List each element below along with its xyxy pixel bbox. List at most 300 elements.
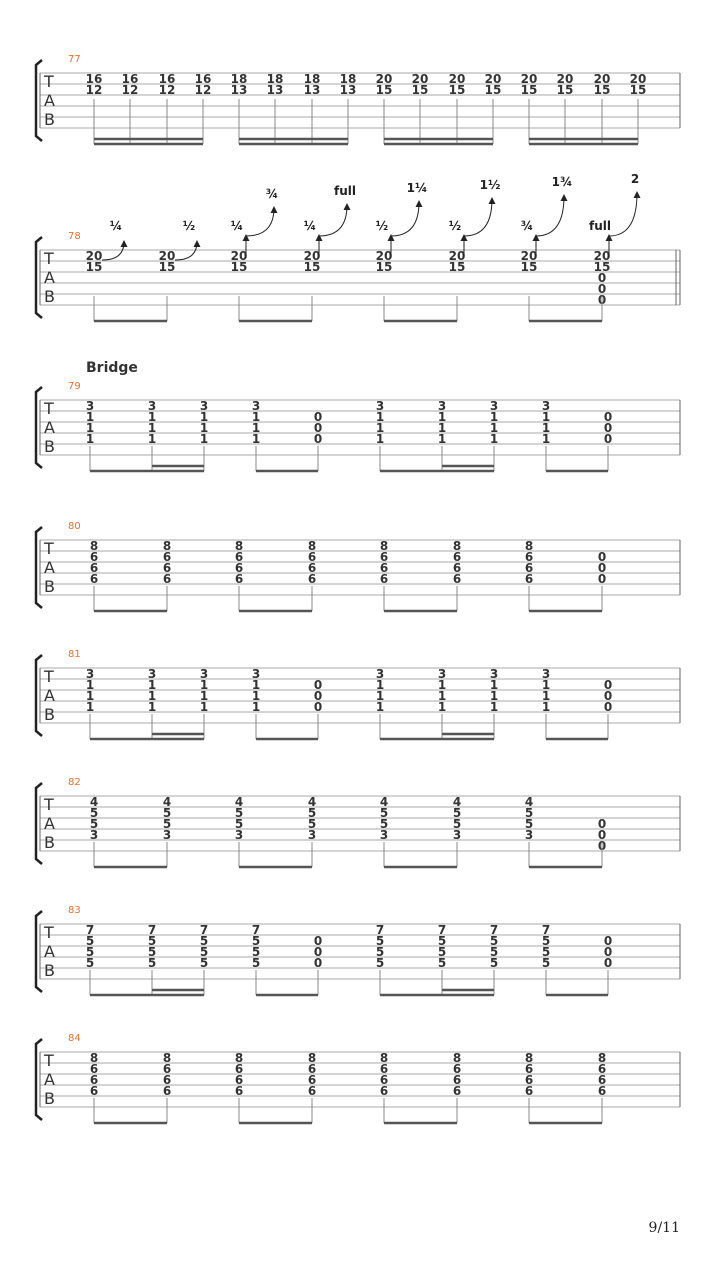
tab-letter-t: T	[44, 539, 54, 558]
fret-number: 5	[147, 956, 157, 970]
fret-number: 3	[375, 399, 385, 413]
fret-number: 6	[89, 572, 99, 586]
bend-curve	[464, 199, 492, 236]
fret-number: 1	[251, 410, 261, 424]
fret-number: 5	[524, 806, 534, 820]
fret-number: 20	[158, 249, 176, 263]
tab-letter-t: T	[44, 667, 54, 686]
fret-number: 13	[266, 83, 284, 97]
prebend-arrow	[461, 234, 468, 241]
fret-number: 12	[158, 83, 176, 97]
bend-curve	[391, 202, 419, 236]
bend-arrow	[416, 200, 423, 207]
fret-number: 5	[251, 934, 261, 948]
fret-number: 5	[251, 945, 261, 959]
fret-number: 3	[437, 667, 447, 681]
fret-number: 6	[597, 1084, 607, 1098]
bend-amount: 1½	[479, 178, 501, 192]
fret-number: 6	[162, 1062, 172, 1076]
tab-letter-b: B	[44, 437, 55, 456]
fret-number: 1	[437, 700, 447, 714]
fret-number: 7	[251, 923, 261, 937]
fret-number: 6	[597, 1073, 607, 1087]
fret-number: 0	[603, 689, 613, 703]
fret-number: 0	[603, 432, 613, 446]
fret-number: 3	[234, 828, 244, 842]
fret-number: 6	[307, 1084, 317, 1098]
prebend-arrow	[243, 234, 250, 241]
fret-number: 3	[251, 399, 261, 413]
fret-number: 1	[541, 678, 551, 692]
fret-number: 5	[199, 945, 209, 959]
fret-number: 0	[313, 700, 323, 714]
tab-letter-b: B	[44, 961, 55, 980]
bend-arrow	[271, 206, 278, 213]
fret-number: 1	[199, 421, 209, 435]
system-bracket	[36, 387, 42, 468]
fret-number: 7	[437, 923, 447, 937]
fret-number: 3	[251, 667, 261, 681]
fret-number: 5	[452, 817, 462, 831]
fret-number: 1	[147, 421, 157, 435]
fret-number: 20	[520, 249, 538, 263]
tab-letter-a: A	[44, 942, 55, 961]
fret-number: 1	[375, 689, 385, 703]
fret-number: 0	[313, 934, 323, 948]
fret-number: 0	[597, 293, 607, 307]
fret-number: 0	[603, 410, 613, 424]
fret-number: 1	[85, 700, 95, 714]
prebend-arrow	[388, 234, 395, 241]
fret-number: 3	[147, 667, 157, 681]
fret-number: 5	[437, 934, 447, 948]
prebend-arrow	[316, 234, 323, 241]
fret-number: 6	[379, 1084, 389, 1098]
fret-number: 18	[230, 72, 248, 86]
fret-number: 5	[379, 817, 389, 831]
fret-number: 6	[234, 1062, 244, 1076]
fret-number: 15	[593, 260, 611, 274]
bend-amount: ¼	[109, 219, 123, 233]
fret-number: 1	[541, 700, 551, 714]
tab-letter-b: B	[44, 833, 55, 852]
fret-number: 1	[437, 678, 447, 692]
fret-number: 18	[303, 72, 321, 86]
fret-number: 0	[597, 550, 607, 564]
tab-letter-b: B	[44, 287, 55, 306]
fret-number: 5	[147, 945, 157, 959]
fret-number: 12	[121, 83, 139, 97]
fret-number: 5	[251, 956, 261, 970]
fret-number: 6	[307, 550, 317, 564]
fret-number: 6	[89, 1062, 99, 1076]
fret-number: 3	[85, 667, 95, 681]
fret-number: 5	[85, 934, 95, 948]
fret-number: 8	[89, 539, 99, 553]
fret-number: 5	[489, 945, 499, 959]
fret-number: 6	[234, 561, 244, 575]
fret-number: 5	[199, 956, 209, 970]
fret-number: 18	[339, 72, 357, 86]
fret-number: 20	[303, 249, 321, 263]
fret-number: 1	[251, 700, 261, 714]
fret-number: 4	[234, 795, 244, 809]
fret-number: 1	[489, 689, 499, 703]
fret-number: 5	[375, 945, 385, 959]
fret-number: 1	[199, 700, 209, 714]
tab-letter-a: A	[44, 91, 55, 110]
bend-curve	[319, 205, 347, 236]
fret-number: 15	[448, 260, 466, 274]
fret-number: 16	[194, 72, 212, 86]
fret-number: 1	[375, 432, 385, 446]
fret-number: 6	[162, 1073, 172, 1087]
fret-number: 1	[85, 410, 95, 424]
fret-number: 7	[85, 923, 95, 937]
prebend-amount: ¼	[230, 219, 244, 233]
fret-number: 1	[147, 689, 157, 703]
fret-number: 4	[524, 795, 534, 809]
fret-number: 6	[307, 572, 317, 586]
tab-letter-b: B	[44, 1089, 55, 1108]
fret-number: 6	[162, 550, 172, 564]
page-number: 9/11	[648, 1220, 680, 1236]
bend-amount: 1¼	[406, 181, 428, 195]
fret-number: 20	[520, 72, 538, 86]
fret-number: 5	[375, 934, 385, 948]
fret-number: 5	[524, 817, 534, 831]
system-bracket	[36, 527, 42, 608]
fret-number: 8	[379, 539, 389, 553]
prebend-amount: ½	[375, 219, 389, 233]
fret-number: 6	[234, 1084, 244, 1098]
fret-number: 6	[234, 1073, 244, 1087]
fret-number: 15	[484, 83, 502, 97]
bend-arrow	[194, 240, 201, 247]
fret-number: 1	[437, 410, 447, 424]
measure-number: 83	[68, 905, 81, 916]
fret-number: 20	[629, 72, 647, 86]
bend-amount: 1¾	[551, 175, 573, 189]
measure-number: 84	[68, 1033, 81, 1044]
fret-number: 3	[147, 399, 157, 413]
fret-number: 15	[448, 83, 466, 97]
fret-number: 6	[452, 1062, 462, 1076]
fret-number: 20	[448, 249, 466, 263]
measure-number: 80	[68, 521, 81, 532]
fret-number: 15	[303, 260, 321, 274]
fret-number: 1	[199, 678, 209, 692]
fret-number: 0	[603, 700, 613, 714]
bend-arrow	[489, 197, 496, 204]
fret-number: 1	[85, 432, 95, 446]
fret-number: 6	[379, 561, 389, 575]
fret-number: 1	[375, 421, 385, 435]
fret-number: 13	[230, 83, 248, 97]
measure-number: 77	[68, 54, 81, 65]
fret-number: 20	[484, 72, 502, 86]
bend-arrow	[121, 240, 128, 247]
fret-number: 13	[339, 83, 357, 97]
fret-number: 1	[147, 700, 157, 714]
fret-number: 1	[541, 689, 551, 703]
fret-number: 15	[520, 260, 538, 274]
fret-number: 20	[556, 72, 574, 86]
fret-number: 8	[524, 1051, 534, 1065]
fret-number: 5	[162, 806, 172, 820]
bend-amount: ½	[182, 219, 196, 233]
bend-curve	[609, 193, 637, 236]
fret-number: 8	[307, 539, 317, 553]
fret-number: 7	[375, 923, 385, 937]
fret-number: 5	[147, 934, 157, 948]
fret-number: 0	[313, 956, 323, 970]
fret-number: 5	[89, 817, 99, 831]
fret-number: 6	[162, 572, 172, 586]
fret-number: 0	[313, 945, 323, 959]
fret-number: 5	[437, 956, 447, 970]
tab-letter-t: T	[44, 249, 54, 268]
fret-number: 6	[307, 1062, 317, 1076]
fret-number: 0	[597, 271, 607, 285]
fret-number: 1	[251, 678, 261, 692]
fret-number: 6	[524, 561, 534, 575]
tab-letter-t: T	[44, 923, 54, 942]
fret-number: 1	[85, 678, 95, 692]
bend-curve	[175, 242, 197, 260]
fret-number: 3	[452, 828, 462, 842]
fret-number: 5	[307, 806, 317, 820]
fret-number: 15	[593, 83, 611, 97]
fret-number: 3	[199, 667, 209, 681]
fret-number: 5	[541, 956, 551, 970]
measure-number: 78	[68, 231, 81, 242]
fret-number: 12	[194, 83, 212, 97]
fret-number: 6	[307, 1073, 317, 1087]
fret-number: 3	[489, 667, 499, 681]
fret-number: 1	[541, 432, 551, 446]
fret-number: 1	[147, 678, 157, 692]
bend-arrow	[561, 194, 568, 201]
fret-number: 6	[524, 1073, 534, 1087]
tab-letter-b: B	[44, 110, 55, 129]
fret-number: 16	[85, 72, 103, 86]
fret-number: 4	[162, 795, 172, 809]
fret-number: 8	[89, 1051, 99, 1065]
fret-number: 6	[162, 1084, 172, 1098]
bend-curve	[246, 208, 274, 236]
fret-number: 1	[489, 432, 499, 446]
fret-number: 1	[199, 432, 209, 446]
fret-number: 5	[437, 945, 447, 959]
fret-number: 5	[489, 934, 499, 948]
fret-number: 4	[452, 795, 462, 809]
fret-number: 8	[524, 539, 534, 553]
fret-number: 6	[307, 561, 317, 575]
system-bracket	[36, 1039, 42, 1120]
fret-number: 16	[121, 72, 139, 86]
fret-number: 5	[162, 817, 172, 831]
fret-number: 7	[489, 923, 499, 937]
fret-number: 15	[411, 83, 429, 97]
fret-number: 3	[489, 399, 499, 413]
fret-number: 5	[541, 945, 551, 959]
fret-number: 15	[629, 83, 647, 97]
fret-number: 0	[597, 839, 607, 853]
fret-number: 5	[541, 934, 551, 948]
fret-number: 0	[597, 828, 607, 842]
bend-amount: 2	[630, 172, 640, 186]
bend-arrow	[344, 203, 351, 210]
tab-letter-t: T	[44, 1051, 54, 1070]
fret-number: 5	[234, 806, 244, 820]
fret-number: 5	[452, 806, 462, 820]
fret-number: 0	[597, 817, 607, 831]
fret-number: 15	[375, 260, 393, 274]
fret-number: 8	[162, 1051, 172, 1065]
fret-number: 6	[452, 572, 462, 586]
fret-number: 5	[375, 956, 385, 970]
fret-number: 0	[597, 282, 607, 296]
fret-number: 20	[593, 249, 611, 263]
fret-number: 6	[89, 550, 99, 564]
fret-number: 6	[597, 1062, 607, 1076]
fret-number: 1	[489, 700, 499, 714]
bend-curve	[102, 242, 124, 260]
fret-number: 6	[89, 1073, 99, 1087]
fret-number: 3	[379, 828, 389, 842]
fret-number: 13	[303, 83, 321, 97]
fret-number: 0	[313, 678, 323, 692]
fret-number: 3	[85, 399, 95, 413]
fret-number: 4	[379, 795, 389, 809]
fret-number: 7	[147, 923, 157, 937]
fret-number: 1	[437, 432, 447, 446]
fret-number: 6	[89, 1084, 99, 1098]
fret-number: 1	[147, 432, 157, 446]
fret-number: 3	[375, 667, 385, 681]
fret-number: 20	[375, 72, 393, 86]
fret-number: 0	[313, 432, 323, 446]
fret-number: 0	[313, 421, 323, 435]
bend-amount: ¾	[265, 187, 279, 201]
fret-number: 6	[379, 550, 389, 564]
fret-number: 15	[375, 83, 393, 97]
fret-number: 0	[603, 678, 613, 692]
fret-number: 1	[541, 421, 551, 435]
section-label: Bridge	[86, 360, 138, 376]
prebend-amount: ¼	[303, 219, 317, 233]
fret-number: 8	[162, 539, 172, 553]
fret-number: 15	[85, 260, 103, 274]
fret-number: 1	[251, 432, 261, 446]
tab-letter-t: T	[44, 795, 54, 814]
fret-number: 1	[375, 678, 385, 692]
fret-number: 6	[524, 1062, 534, 1076]
fret-number: 6	[452, 1073, 462, 1087]
tab-letter-a: A	[44, 1070, 55, 1089]
fret-number: 6	[379, 1073, 389, 1087]
fret-number: 8	[234, 539, 244, 553]
fret-number: 12	[85, 83, 103, 97]
fret-number: 1	[199, 410, 209, 424]
prebend-amount: full	[589, 219, 611, 233]
fret-number: 6	[524, 550, 534, 564]
fret-number: 6	[452, 550, 462, 564]
tab-letter-a: A	[44, 418, 55, 437]
fret-number: 0	[597, 561, 607, 575]
fret-number: 15	[158, 260, 176, 274]
fret-number: 5	[489, 956, 499, 970]
fret-number: 4	[307, 795, 317, 809]
prebend-arrow	[606, 234, 613, 241]
fret-number: 20	[448, 72, 466, 86]
fret-number: 6	[234, 572, 244, 586]
fret-number: 0	[603, 956, 613, 970]
fret-number: 1	[437, 689, 447, 703]
fret-number: 3	[199, 399, 209, 413]
fret-number: 1	[437, 421, 447, 435]
system-bracket	[36, 237, 42, 318]
fret-number: 0	[313, 689, 323, 703]
measure-number: 82	[68, 777, 81, 788]
fret-number: 6	[524, 1084, 534, 1098]
fret-number: 5	[199, 934, 209, 948]
fret-number: 6	[524, 572, 534, 586]
fret-number: 0	[603, 934, 613, 948]
fret-number: 3	[437, 399, 447, 413]
fret-number: 1	[489, 678, 499, 692]
fret-number: 1	[147, 410, 157, 424]
fret-number: 8	[307, 1051, 317, 1065]
fret-number: 1	[489, 421, 499, 435]
fret-number: 5	[307, 817, 317, 831]
tab-letter-a: A	[44, 268, 55, 287]
fret-number: 6	[234, 550, 244, 564]
prebend-amount: ½	[448, 219, 462, 233]
fret-number: 1	[251, 689, 261, 703]
fret-number: 1	[85, 689, 95, 703]
fret-number: 3	[89, 828, 99, 842]
fret-number: 20	[230, 249, 248, 263]
fret-number: 6	[452, 561, 462, 575]
fret-number: 1	[199, 689, 209, 703]
fret-number: 5	[85, 956, 95, 970]
fret-number: 0	[313, 410, 323, 424]
system-bracket	[36, 655, 42, 736]
fret-number: 1	[375, 410, 385, 424]
fret-number: 1	[251, 421, 261, 435]
fret-number: 6	[452, 1084, 462, 1098]
measure-number: 81	[68, 649, 81, 660]
fret-number: 5	[85, 945, 95, 959]
fret-number: 20	[375, 249, 393, 263]
prebend-arrow	[533, 234, 540, 241]
fret-number: 1	[489, 410, 499, 424]
fret-number: 20	[411, 72, 429, 86]
fret-number: 20	[85, 249, 103, 263]
prebend-amount: ¾	[520, 219, 534, 233]
fret-number: 5	[379, 806, 389, 820]
bend-amount: full	[334, 184, 356, 198]
fret-number: 3	[541, 667, 551, 681]
fret-number: 6	[162, 561, 172, 575]
tab-letter-t: T	[44, 399, 54, 418]
fret-number: 0	[603, 421, 613, 435]
system-bracket	[36, 783, 42, 864]
fret-number: 6	[89, 561, 99, 575]
fret-number: 8	[452, 1051, 462, 1065]
